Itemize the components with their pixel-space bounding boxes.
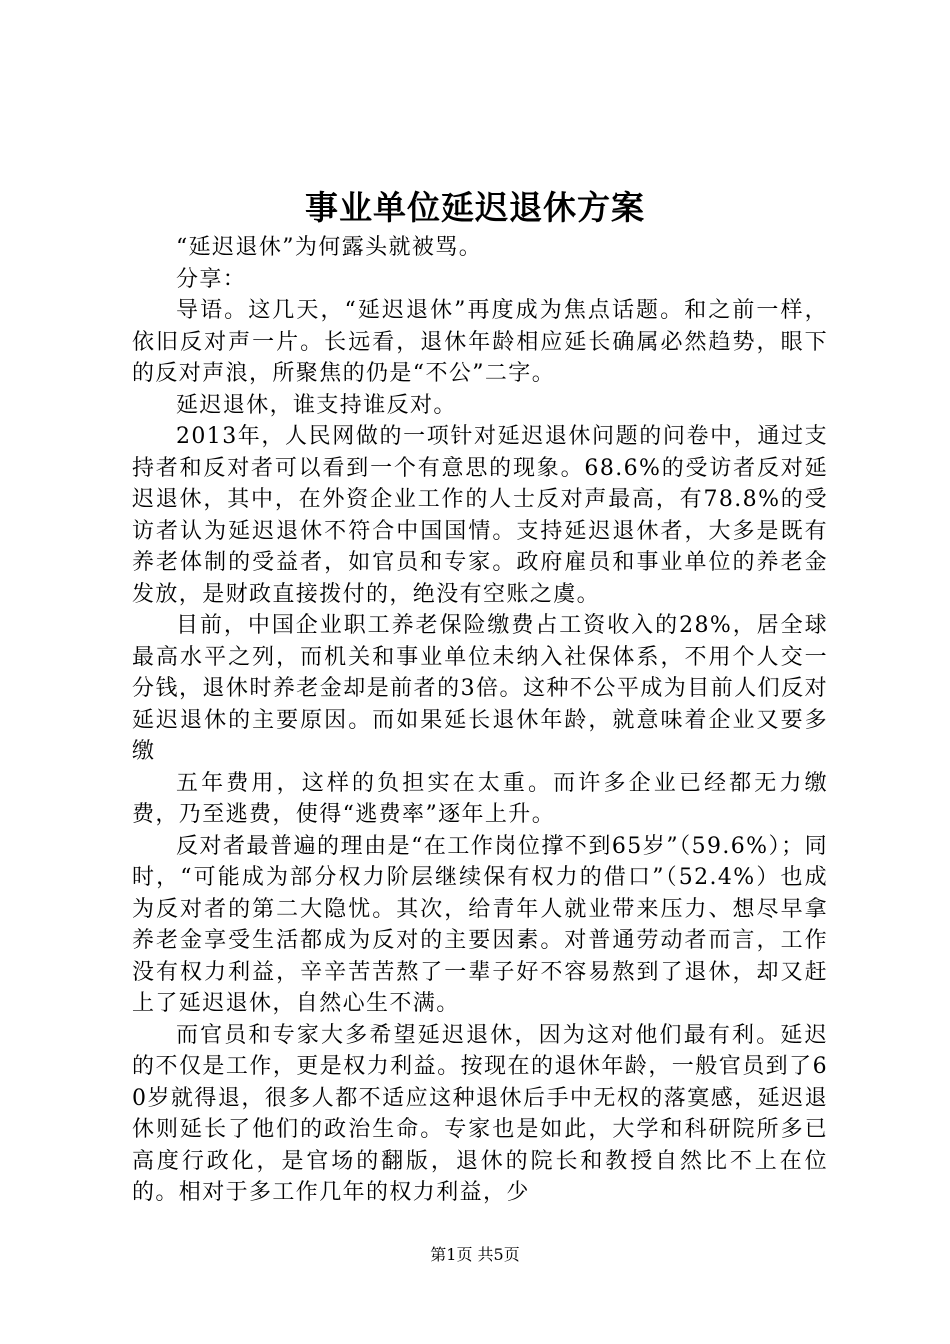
paragraph-3: 导语。这几天，“延迟退休”再度成为焦点话题。和之前一样，依旧反对声一片。长远看，退休年龄相应延长确属必然趋势，眼下的反对声浪，所聚焦的仍是“不公”二字。	[132, 298, 828, 386]
paragraph-7: 五年费用，这样的负担实在太重。而许多企业已经都无力缴费，乃至逃费，使得“逃费率”逐年上升。	[132, 770, 828, 827]
paragraph-2: 分享：	[176, 266, 247, 292]
paragraph-6: 目前，中国企业职工养老保险缴费占工资收入的28%，居全球最高水平之列，而机关和事业单位未纳入社保体系，不用个人交一分钱，退休时养老金却是前者的3倍。这种不公平成为目前人们反对延迟退休的主要原因。而如果延长退休年龄，就意味着企业又要多缴	[132, 613, 828, 764]
document-body	[132, 232, 828, 1209]
paragraph-1: “延迟退休”为何露头就被骂。	[176, 235, 483, 260]
paragraph-9: 而官员和专家大多希望延迟退休，因为这对他们最有利。延迟的不仅是工作，更是权力利益。按现在的退休年龄，一般官员到了60岁就得退，很多人都不适应这种退休后手中无权的落寞感，延迟退休则延长了他们的政治生命。专家也是如此，大学和科研院所多已高度行政化，是官场的翻版，退休的院长和教授自然比不上在位的。相对于多工作几年的权力利益，少	[132, 1022, 828, 1205]
paragraph-4: 延迟退休，谁支持谁反对。	[176, 392, 457, 418]
paragraph-5: 2013年，人民网做的一项针对延迟退休问题的问卷中，通过支持者和反对者可以看到一个有意思的现象。68.6%的受访者反对延迟退休，其中，在外资企业工作的人士反对声最高，有78.8%的受访者认为延迟退休不符合中国国情。支持延迟退休者，大多是既有养老体制的受益者，如官员和专家。政府雇员和事业单位的养老金发放，是财政直接拨付的，绝没有空账之虞。	[132, 424, 828, 607]
page-footer: 第1页 共5页	[430, 1245, 520, 1264]
paragraph-8: 反对者最普遍的理由是“在工作岗位撑不到65岁”（59.6%）；同时，“可能成为部分权力阶层继续保有权力的借口”（52.4%）也成为反对者的第二大隐忧。其次，给青年人就业带来压力、想尽早拿养老金享受生活都成为反对的主要因素。对普通劳动者而言，工作没有权力利益，辛辛苦苦熬了一辈子好不容易熬到了退休，却又赶上了延迟退休，自然心生不满。	[132, 833, 828, 1016]
document-title: 事业单位延迟退休方案	[305, 188, 645, 227]
